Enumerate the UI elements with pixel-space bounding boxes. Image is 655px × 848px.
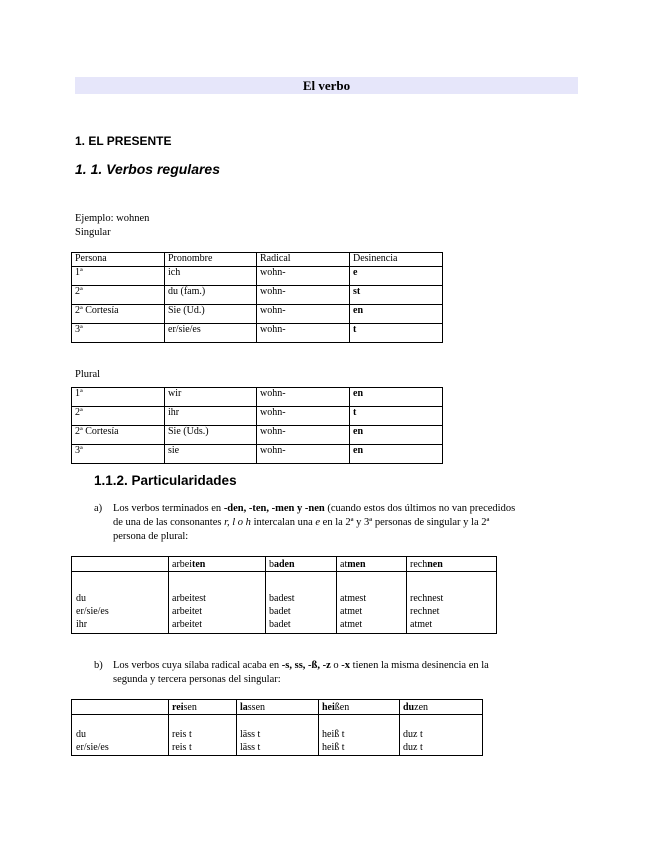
text: (cuando estos dos últimos no van precedidos (324, 503, 516, 514)
bold-text: -den, -ten, -men y -nen (223, 503, 325, 514)
cell: arbeitet (172, 619, 202, 630)
text: en la 2ª y 3ª personas de singular y la 2ª (320, 517, 490, 528)
pronoun: er/sie/es (76, 606, 109, 617)
section-heading-verbos-regulares: 1. 1. Verbos regulares (75, 161, 220, 177)
arbeiten-column (172, 592, 206, 631)
paragraph-b-line2: segunda y tercera personas del singular: (113, 674, 281, 685)
cell: wohn- (257, 324, 350, 343)
column-divider (236, 700, 237, 755)
cell: 2ª (72, 286, 165, 305)
col-header-duzen (403, 701, 428, 715)
cell: 3ª (72, 445, 165, 464)
bold-text: -x (341, 660, 351, 671)
cell: en (350, 445, 443, 464)
atmen-column (340, 592, 366, 631)
cell: ihr (165, 407, 257, 426)
cell: sie (165, 445, 257, 464)
paragraph-a-line2 (113, 516, 573, 530)
cell: 1ª (72, 267, 165, 286)
cell: wohn- (257, 305, 350, 324)
cell: Sie (Ud.) (165, 305, 257, 324)
text: de una de las consonantes (113, 517, 225, 528)
col-header-heissen (322, 701, 349, 715)
pronoun: er/sie/es (76, 742, 109, 753)
cell: badest (269, 593, 295, 604)
cell: wohn- (257, 426, 350, 445)
bold-text: du (403, 702, 415, 713)
cell: arbeitet (172, 606, 202, 617)
paragraph-a (113, 502, 573, 544)
cell: 1ª (72, 388, 165, 407)
cell: er/sie/es (165, 324, 257, 343)
column-divider (265, 557, 266, 633)
table-row (72, 407, 443, 426)
cell: rechnest (410, 593, 444, 604)
cell: läss t (240, 742, 261, 753)
pronoun-column (76, 728, 109, 754)
text: ssen (247, 702, 266, 713)
italic-text: e (315, 517, 321, 528)
cell: atmest (340, 593, 367, 604)
table-row (72, 305, 443, 324)
cell: e (350, 267, 443, 286)
example-label: Ejemplo: wohnen (75, 213, 150, 224)
cell: reis t (172, 729, 192, 740)
cell: wohn- (257, 286, 350, 305)
col-header-atmen (340, 558, 366, 572)
singular-table (71, 252, 443, 343)
col-header-reisen (172, 701, 197, 715)
cell: atmet (340, 606, 363, 617)
cell: wohn- (257, 388, 350, 407)
header-pronombre: Pronombre (165, 253, 257, 267)
header-radical: Radical (257, 253, 350, 267)
cell: du (fam.) (165, 286, 257, 305)
cell: en (350, 426, 443, 445)
list-marker-b: b) (94, 660, 103, 671)
cell: en (350, 388, 443, 407)
cell: rechnet (410, 606, 440, 617)
cell: wohn- (257, 267, 350, 286)
cell: t (350, 324, 443, 343)
text: arbei (172, 559, 192, 570)
singular-label: Singular (75, 227, 111, 238)
bold-text: hei (322, 702, 335, 713)
bold-text: men (347, 559, 366, 570)
bold-text: la (240, 702, 248, 713)
cell: st (350, 286, 443, 305)
header-persona: Persona (72, 253, 165, 267)
column-divider (318, 700, 319, 755)
cell: arbeitest (172, 593, 206, 604)
cell: wohn- (257, 445, 350, 464)
page-title: El verbo (75, 77, 578, 94)
cell: Sie (Uds.) (165, 426, 257, 445)
pronoun-column (76, 592, 109, 631)
lassen-column (240, 728, 260, 754)
cell: reis t (172, 742, 192, 753)
table-header-row (72, 253, 443, 267)
cell: ich (165, 267, 257, 286)
col-header-arbeiten (172, 558, 205, 572)
cell: heiß t (322, 742, 345, 753)
text: zen (414, 702, 429, 713)
plural-label: Plural (75, 369, 101, 380)
text: rech (410, 559, 428, 570)
cell: 2ª Cortesía (72, 426, 165, 445)
section-heading-particularidades: 1.1.2. Particularidades (94, 473, 237, 488)
cell: 3ª (72, 324, 165, 343)
table-row (72, 324, 443, 343)
cell: duz t (403, 729, 423, 740)
table-row (72, 267, 443, 286)
text: Los verbos terminados en (113, 503, 224, 514)
pronoun: du (76, 729, 86, 740)
paragraph-a-line3: persona de plural: (113, 531, 189, 542)
conjugation-table-a (71, 556, 497, 634)
text: Los verbos cuya sílaba radical acaba en (113, 660, 282, 671)
column-divider (168, 557, 169, 633)
reisen-column (172, 728, 192, 754)
column-divider (406, 557, 407, 633)
bold-text: nen (427, 559, 443, 570)
table-row (72, 445, 443, 464)
table-row (72, 286, 443, 305)
section-heading-presente: 1. EL PRESENTE (75, 134, 172, 148)
italic-text: r, l o h (224, 517, 251, 528)
cell: badet (269, 606, 291, 617)
cell: heiß t (322, 729, 345, 740)
text: at (340, 559, 348, 570)
bold-text: rei (172, 702, 184, 713)
text: o (330, 660, 342, 671)
paragraph-b-line1 (113, 659, 573, 673)
col-header-rechnen (410, 558, 443, 572)
text: ßen (334, 702, 350, 713)
text: sen (183, 702, 197, 713)
paragraph-b (113, 659, 573, 687)
pronoun: ihr (76, 619, 88, 630)
cell: en (350, 305, 443, 324)
table-row (72, 388, 443, 407)
header-desinencia: Desinencia (350, 253, 443, 267)
paragraph-a-line1 (113, 502, 573, 516)
cell: duz t (403, 742, 423, 753)
bold-text: aden (274, 559, 295, 570)
col-header-lassen (240, 701, 265, 715)
cell: badet (269, 619, 291, 630)
column-divider (168, 700, 169, 755)
column-divider (336, 557, 337, 633)
cell: atmet (340, 619, 363, 630)
cell: wohn- (257, 407, 350, 426)
text: b (269, 559, 274, 570)
pronoun: du (76, 593, 86, 604)
text: tienen la misma desinencia en la (350, 660, 489, 671)
bold-text: -s, ss, -ß, -z (281, 660, 331, 671)
conjugation-table-b (71, 699, 483, 756)
text: intercalan una (250, 517, 316, 528)
rechnen-column (410, 592, 443, 631)
duzen-column (403, 728, 423, 754)
cell: 2ª Cortesía (72, 305, 165, 324)
cell: wir (165, 388, 257, 407)
cell: atmet (410, 619, 433, 630)
col-header-baden (269, 558, 295, 572)
list-marker-a: a) (94, 503, 103, 514)
baden-column (269, 592, 295, 631)
cell: läss t (240, 729, 261, 740)
column-divider (399, 700, 400, 755)
heissen-column (322, 728, 345, 754)
cell: 2ª (72, 407, 165, 426)
cell: t (350, 407, 443, 426)
plural-table (71, 387, 443, 464)
table-row (72, 426, 443, 445)
bold-text: ten (192, 559, 206, 570)
